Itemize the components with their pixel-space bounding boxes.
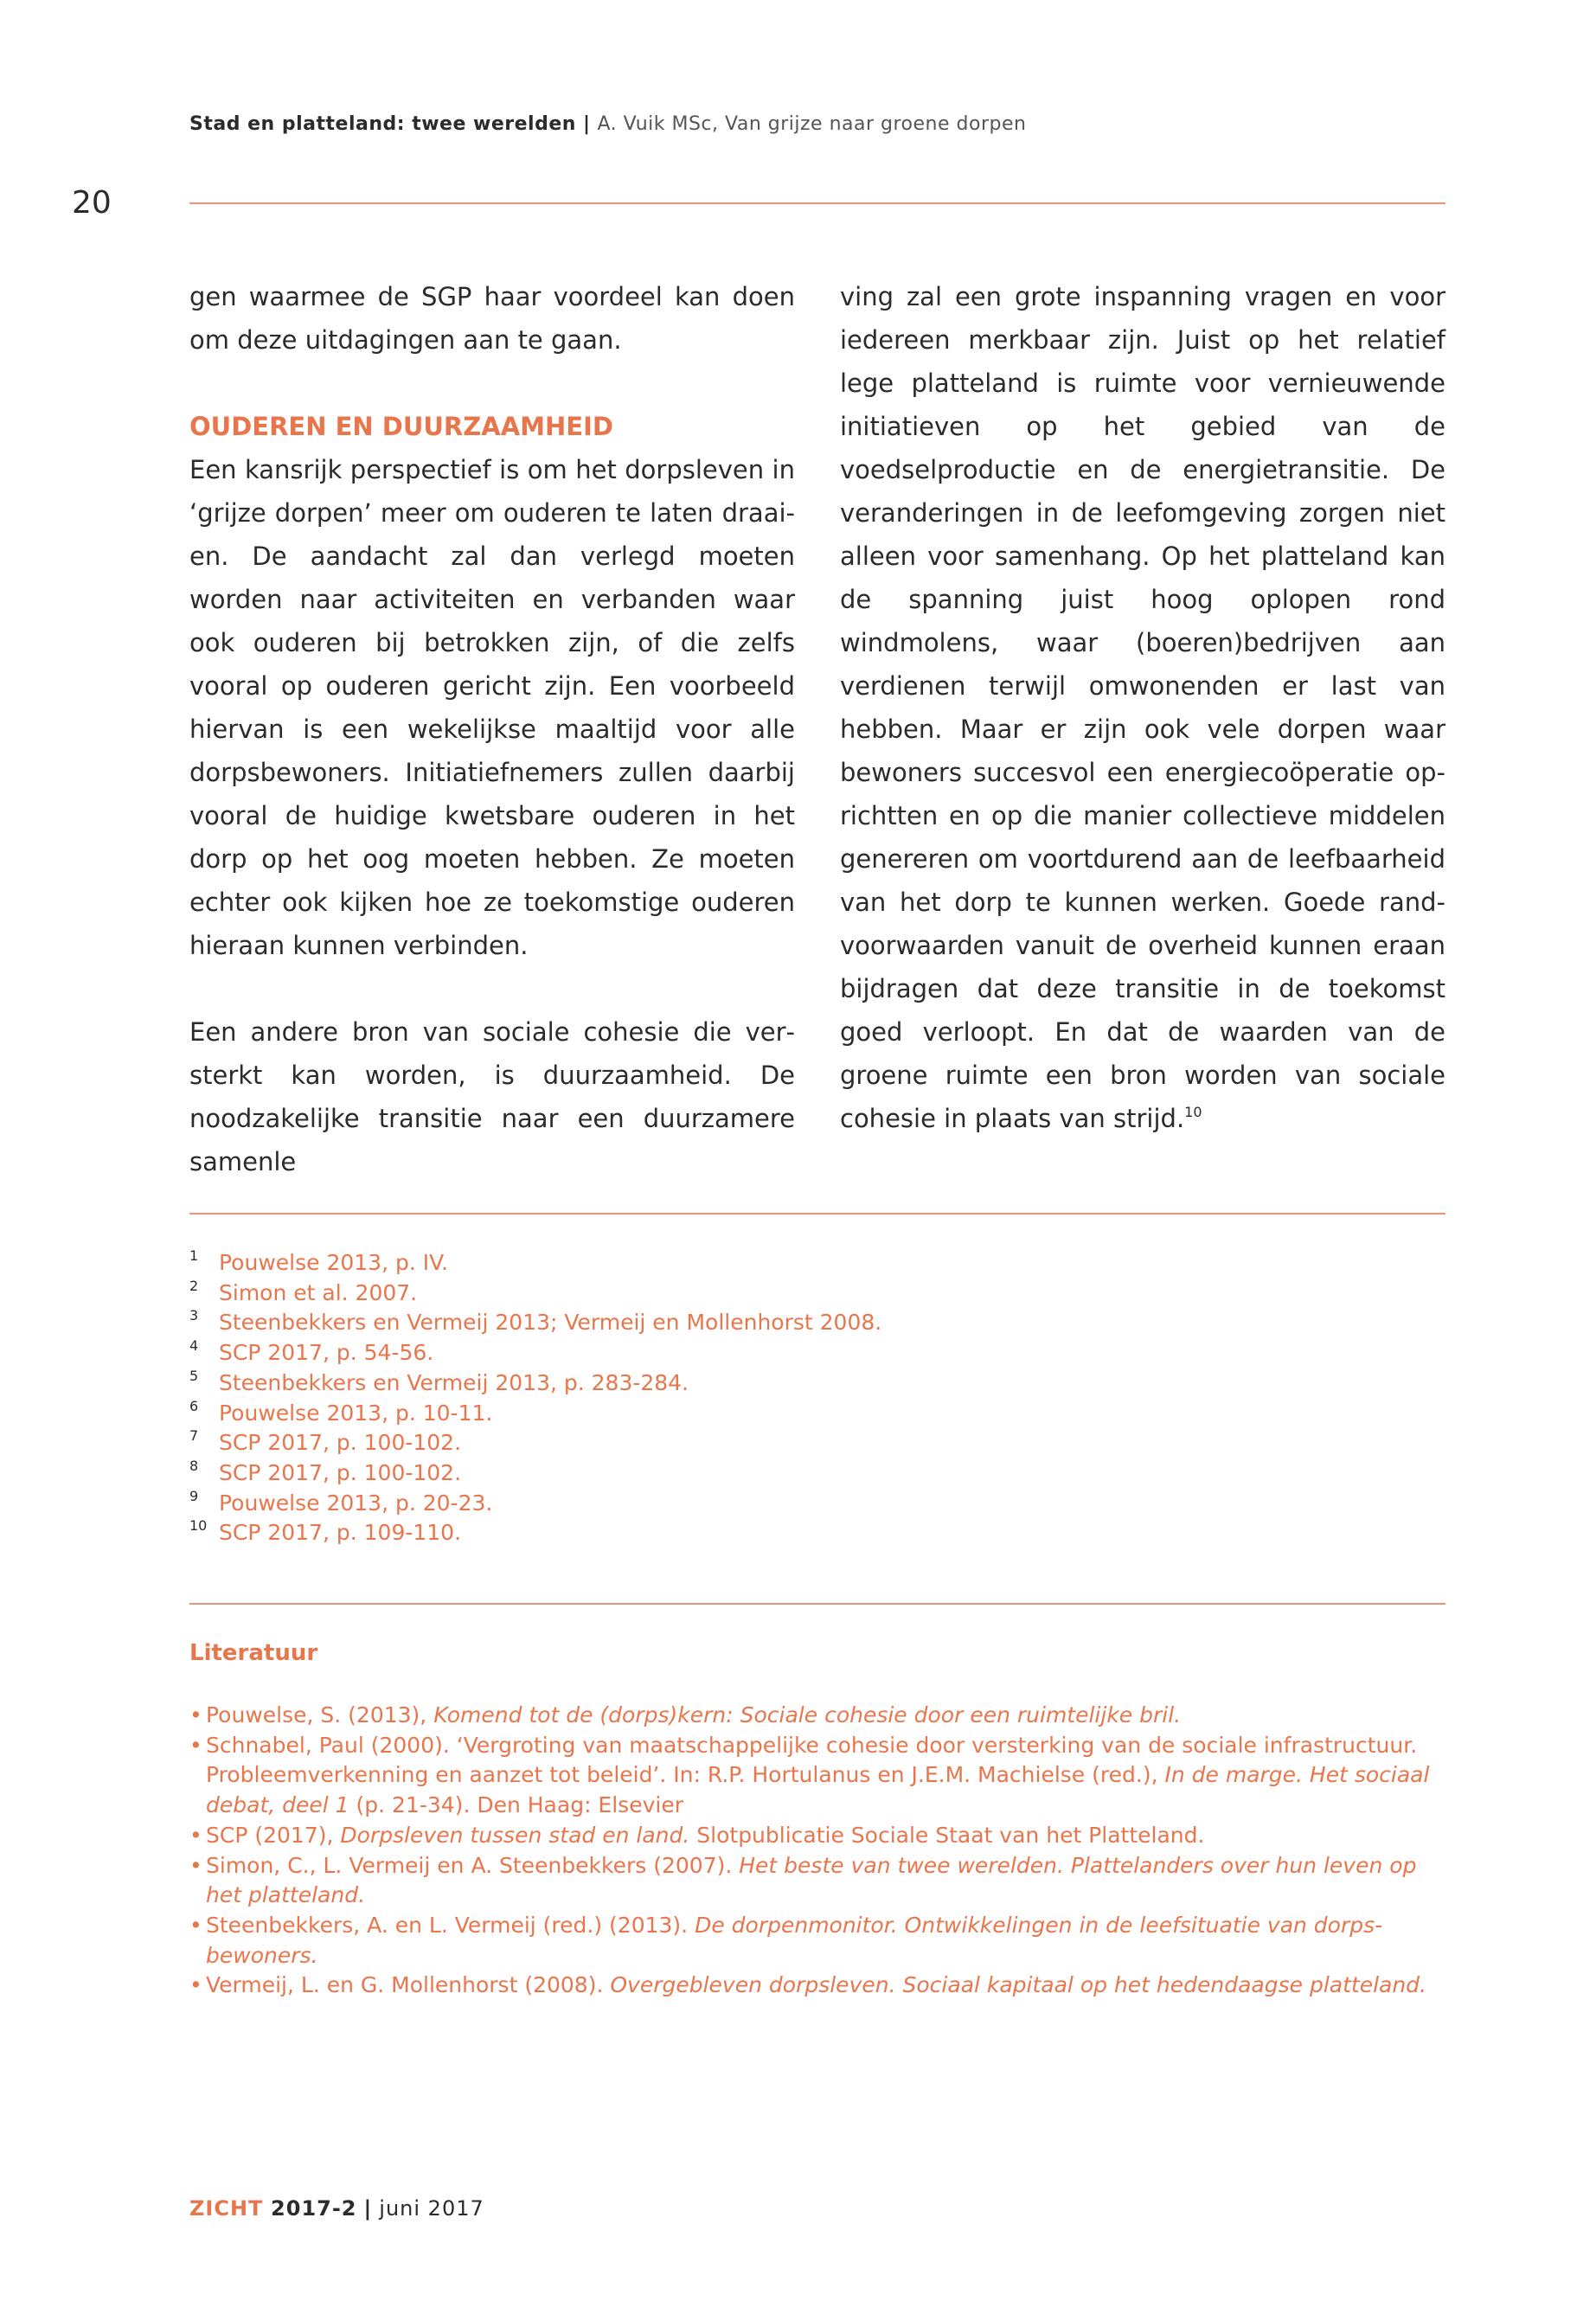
footnote-text: SCP 2017, p. 100-102. — [219, 1459, 462, 1485]
literature-details: Slotpublicatie Sociale Staat van het Platteland. — [689, 1822, 1205, 1848]
running-header — [189, 113, 1026, 135]
right-paragraph-text: ving zal een grote inspanning vragen en voor iedereen merkbaar zijn. Juist op het relatief lege platteland is ruimte voor vernieuwende initiatieven op het gebied van de voedselproductie en de energietransitie. De veranderingen in de leefomgeving zorgen niet alleen voor samenhang. Op het platteland kan de spanning juist hoog oplopen rond windmolens, waar (boeren)bedrijven aan verdienen terwijl omwonenden er last van hebben. Maar er zijn ook vele dorpen waar bewoners succesvol een energiecoöperatie oprichtten en op die manier collectieve middelen genereren om voortdurend aan de leefbaarheid van het dorp te kunnen werken. Goede randvoorwaarden vanuit de overheid kunnen eraan bijdragen dat deze transitie in de toekomst goed verloopt. En dat de waarden van de groene ruimte een bron worden van sociale cohesie in plaats van strijd. — [840, 282, 1445, 1133]
left-paragraph-2: Een kansrijk perspectief is om het dorpsleven in ‘grijze dorpen’ meer om ouderen te laten draaien. De aandacht zal dan verlegd moeten worden naar activiteiten en verbanden waar ook ouderen bij betrokken zijn, of die zelfs vooral op ouderen gericht zijn. Een voorbeeld hiervan is een wekelijkse maaltijd voor alle dorpsbewoners. Initiatiefnemers zullen daarbij vooral de huidige kwetsbare ouderen in het dorp op het oog moeten hebben. Ze moeten echter ook kijken hoe ze toekomstige ouderen hieraan kunnen verbinden. — [189, 455, 795, 960]
literature-work-title: Het beste van twee werelden. Plattelanders over hun leven op het platteland. — [206, 1852, 1417, 1908]
footer-separator: | — [363, 2196, 373, 2221]
literature-item — [189, 1701, 1452, 1731]
footnote-text: Pouwelse 2013, p. IV. — [219, 1250, 448, 1275]
left-paragraph-1: gen waarmee de SGP haar voordeel kan doen om deze uitdagingen aan te gaan. — [189, 282, 795, 355]
footnote-text: Simon et al. 2007. — [219, 1279, 418, 1305]
footnote-number: 7 — [189, 1427, 199, 1445]
footnote-item — [189, 1489, 881, 1519]
literature-item — [189, 1821, 1452, 1851]
literature-item — [189, 1731, 1452, 1821]
footnote-text: Pouwelse 2013, p. 20-23. — [219, 1490, 493, 1516]
literature-item — [189, 1971, 1452, 2001]
literature-work-title: De dorpenmonitor. Ontwikkelingen in de leefsituatie van dorpsbewoners. — [206, 1912, 1383, 1968]
footnote-text: SCP 2017, p. 109-110. — [219, 1520, 462, 1546]
left-paragraph-3: Een andere bron van sociale cohesie die versterkt kan worden, is duurzaamheid. De noodzakelijke transitie naar een duurzamere samenle — [189, 1017, 795, 1176]
footnote-item — [189, 1458, 881, 1489]
section-heading: OUDEREN EN DUURZAAMHEID — [189, 412, 613, 441]
footnote-number: 1 — [189, 1247, 199, 1264]
footnote-item — [189, 1428, 881, 1458]
literature-authors: Schnabel, Paul (2000). ‘Vergroting van maatschappelijke cohesie door versterking van de sociale infrastructuur. Probleemverkenning en aanzet tot beleid’. In: R.P. Hortulanus en J.E.M. Machielse (red.), — [206, 1732, 1418, 1788]
footnote-text: SCP 2017, p. 100-102. — [219, 1430, 462, 1456]
literature-authors: Steenbekkers, A. en L. Vermeij (red.) (2013). — [206, 1912, 695, 1938]
literature-title: Literatuur — [189, 1640, 318, 1666]
footnote-item — [189, 1338, 881, 1368]
right-column — [840, 275, 1445, 1140]
footnote-ref-10[interactable]: 10 — [1184, 1104, 1202, 1120]
footnote-item — [189, 1368, 881, 1399]
literature-work-title: Overgebleven dorpsleven. Sociaal kapitaal op het hedendaagse platteland. — [610, 1972, 1426, 1998]
header-title: Stad en platteland: twee werelden — [189, 113, 576, 135]
footnote-number: 5 — [189, 1367, 199, 1384]
footnotes-divider — [189, 1213, 1445, 1215]
footnote-number: 8 — [189, 1457, 199, 1474]
literature-divider — [189, 1603, 1445, 1605]
footnote-number: 6 — [189, 1397, 199, 1414]
footnote-text: SCP 2017, p. 54-56. — [219, 1340, 434, 1366]
literature-item — [189, 1911, 1452, 1971]
footnote-number: 3 — [189, 1307, 199, 1324]
footnote-text: Steenbekkers en Vermeij 2013; Vermeij en Mollenhorst 2008. — [219, 1310, 882, 1336]
right-paragraph-1 — [840, 275, 1445, 1140]
magazine-name: ZICHT — [189, 2196, 264, 2221]
literature-item — [189, 1851, 1452, 1911]
footnote-number: 10 — [189, 1517, 208, 1535]
issue-number: 2017-2 — [271, 2196, 357, 2221]
footnotes-list — [189, 1248, 881, 1548]
header-separator: | — [582, 113, 591, 135]
header-subtitle: A. Vuik MSc, Van grijze naar groene dorpen — [597, 113, 1027, 135]
footnote-number: 9 — [189, 1487, 199, 1504]
literature-work-title: Dorpsleven tussen stad en land. — [340, 1822, 690, 1848]
footnote-item — [189, 1248, 881, 1279]
literature-authors: Simon, C., L. Vermeij en A. Steenbekkers (2007). — [206, 1852, 740, 1878]
left-column — [189, 275, 795, 1183]
footnote-item — [189, 1399, 881, 1429]
footnote-number: 2 — [189, 1277, 199, 1294]
footnote-item — [189, 1279, 881, 1309]
literature-work-title: In de marge. Het sociaal debat, deel 1 — [206, 1762, 1430, 1818]
footnote-item — [189, 1518, 881, 1548]
header-divider — [189, 202, 1445, 204]
footnote-number: 4 — [189, 1337, 199, 1355]
page-footer — [189, 2196, 484, 2221]
footnote-item — [189, 1308, 881, 1338]
literature-authors: Pouwelse, S. (2013), — [206, 1702, 434, 1727]
issue-date: juni 2017 — [379, 2196, 484, 2221]
literature-list — [189, 1701, 1452, 2001]
literature-work-title: Komend tot de (dorps)kern: Sociale cohesie door een ruimtelijke bril. — [433, 1702, 1182, 1727]
literature-authors: Vermeij, L. en G. Mollenhorst (2008). — [206, 1972, 611, 1998]
page-number: 20 — [72, 185, 112, 221]
literature-authors: SCP (2017), — [206, 1822, 341, 1848]
literature-details: (p. 21-34). Den Haag: Elsevier — [349, 1792, 683, 1818]
footnote-text: Steenbekkers en Vermeij 2013, p. 283-284. — [219, 1369, 689, 1395]
footnote-text: Pouwelse 2013, p. 10-11. — [219, 1400, 493, 1426]
